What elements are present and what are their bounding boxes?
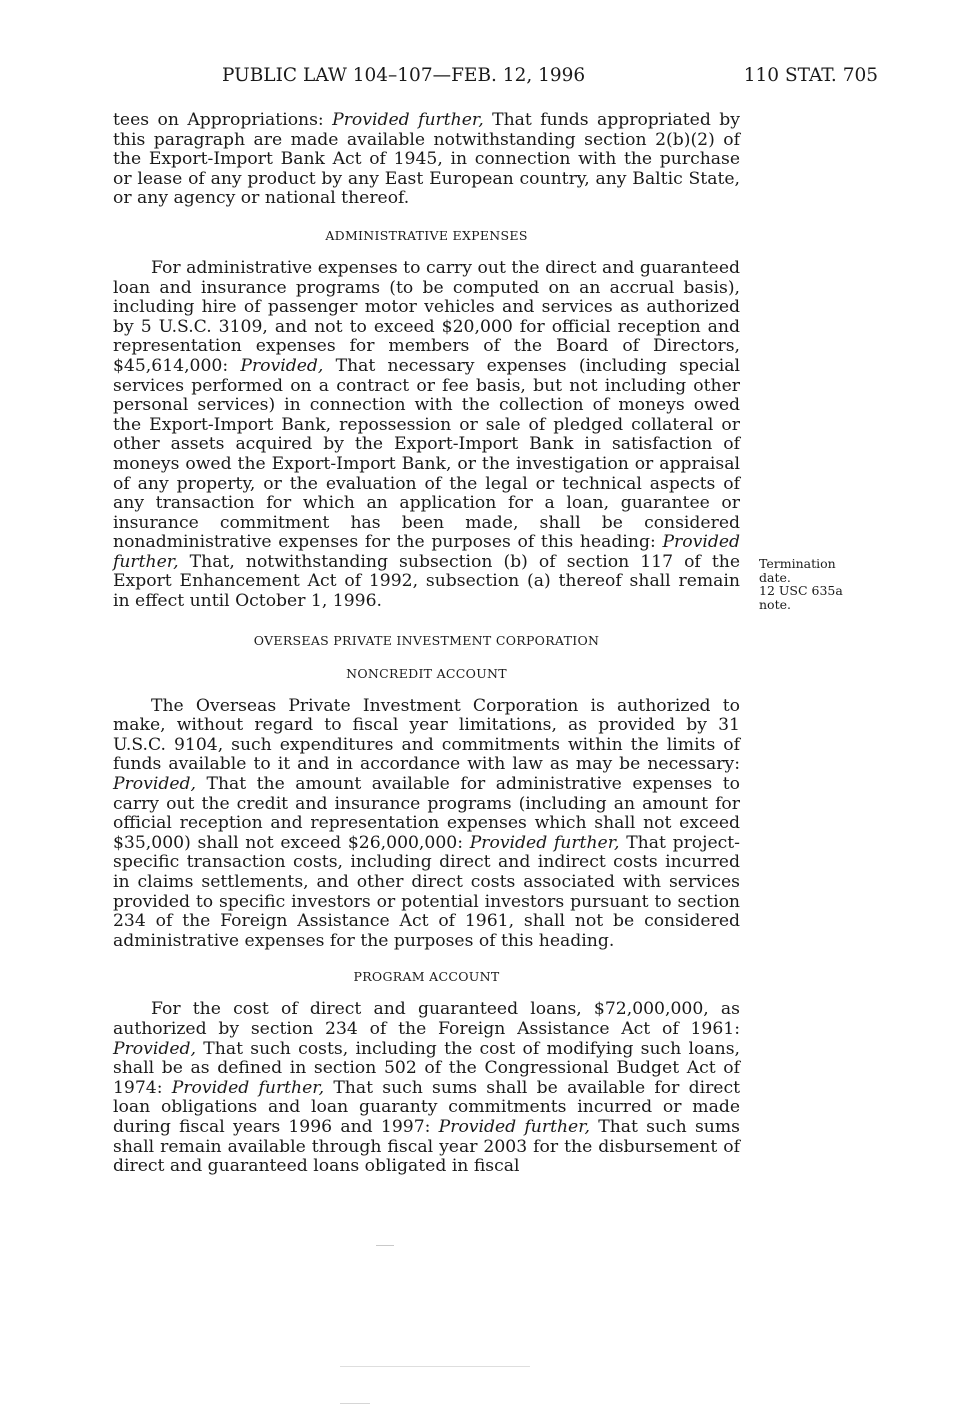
scan-bleed-mark <box>340 1366 530 1367</box>
paragraph-export-import-continuation: tees on Appropriations: Provided further, That funds appropriated by this paragraph are made available notwithstanding section 2(b)(2) of the Export-Import Bank Act of 1945, in connection with the purchase or lease of any product by any East European country, any Baltic State, or any agency or national thereof. <box>113 110 740 209</box>
body-text <box>113 111 740 1177</box>
scan-bleed-mark <box>376 1245 394 1246</box>
scan-bleed-mark <box>340 1403 370 1404</box>
heading-administrative-expenses: ADMINISTRATIVE EXPENSES <box>325 227 528 243</box>
running-header <box>222 64 878 88</box>
margin-note-termination-date: Termination date. 12 USC 635a note. <box>759 556 843 612</box>
paragraph-administrative-expenses: For administrative expenses to carry out the direct and guaranteed loan and insurance programs (to be computed on an accrual basis), including hire of passenger motor vehicles and services as authorized by 5 U.S.C. 3109, and not to exceed $20,000 for official reception and representation expenses for members of the Board of Directors, $45,614,000: Provided, That necessary expenses (including special services performed on a contract or fee basis, but not including other personal services) in connection with the collection of moneys owed the Export-Import Bank, repossession or sale of pledged collateral or other assets acquired by the Export-Import Bank in satisfaction of moneys owed the Export-Import Bank, or the investigation or appraisal of any property, or the evaluation of the legal or technical aspects of any transaction for which an application for a loan, guarantee or insurance commitment has been made, shall be considered nonadministrative expenses for the purposes of this heading: Provided further, That, notwithstanding subsection (b) of section 117 of the Export Enhancement Act of 1992, subsection (a) thereof shall remain in effect until October 1, 1996. <box>113 257 740 612</box>
public-law-citation: PUBLIC LAW 104–107—FEB. 12, 1996 <box>222 65 586 86</box>
paragraph-noncredit-account: The Overseas Private Investment Corporation is authorized to make, without regard to fiscal year limitations, as provided by 31 U.S.C. 9104, such expenditures and commitments within the limits of funds available to it and in accordance with law as may be necessary: Provided, That the amount available for administrative expenses to carry out the credit and insurance programs (including an amount for official reception and representation expenses which shall not exceed $35,000) shall not exceed $26,000,000: Provided further, That project-specific transaction costs, including direct and indirect costs incurred in claims settlements, and other direct costs associated with services provided to specific investors or potential investors pursuant to section 234 of the Foreign Assistance Act of 1961, shall not be considered administrative expenses for the purposes of this heading. <box>113 695 740 951</box>
heading-noncredit-account: NONCREDIT ACCOUNT <box>346 665 507 681</box>
statute-page-number: 110 STAT. 705 <box>743 65 878 86</box>
heading-program-account: PROGRAM ACCOUNT <box>353 969 500 985</box>
heading-overseas-private-investment-corporation: OVERSEAS PRIVATE INVESTMENT CORPORATION <box>253 632 600 648</box>
paragraph-program-account: For the cost of direct and guaranteed loans, $72,000,000, as authorized by section 234 of the Foreign Assistance Act of 1961: Provided, That such costs, including the cost of modifying such loans, shall be as defined in section 502 of the Congressional Budget Act of 1974: Provided further, That such sums shall be available for direct loan obligations and loan guaranty commitments incurred or made during fiscal years 1996 and 1997: Provided further, That such sums shall remain available through fiscal year 2003 for the disbursement of direct and guaranteed loans obligated in fiscal <box>113 999 740 1177</box>
